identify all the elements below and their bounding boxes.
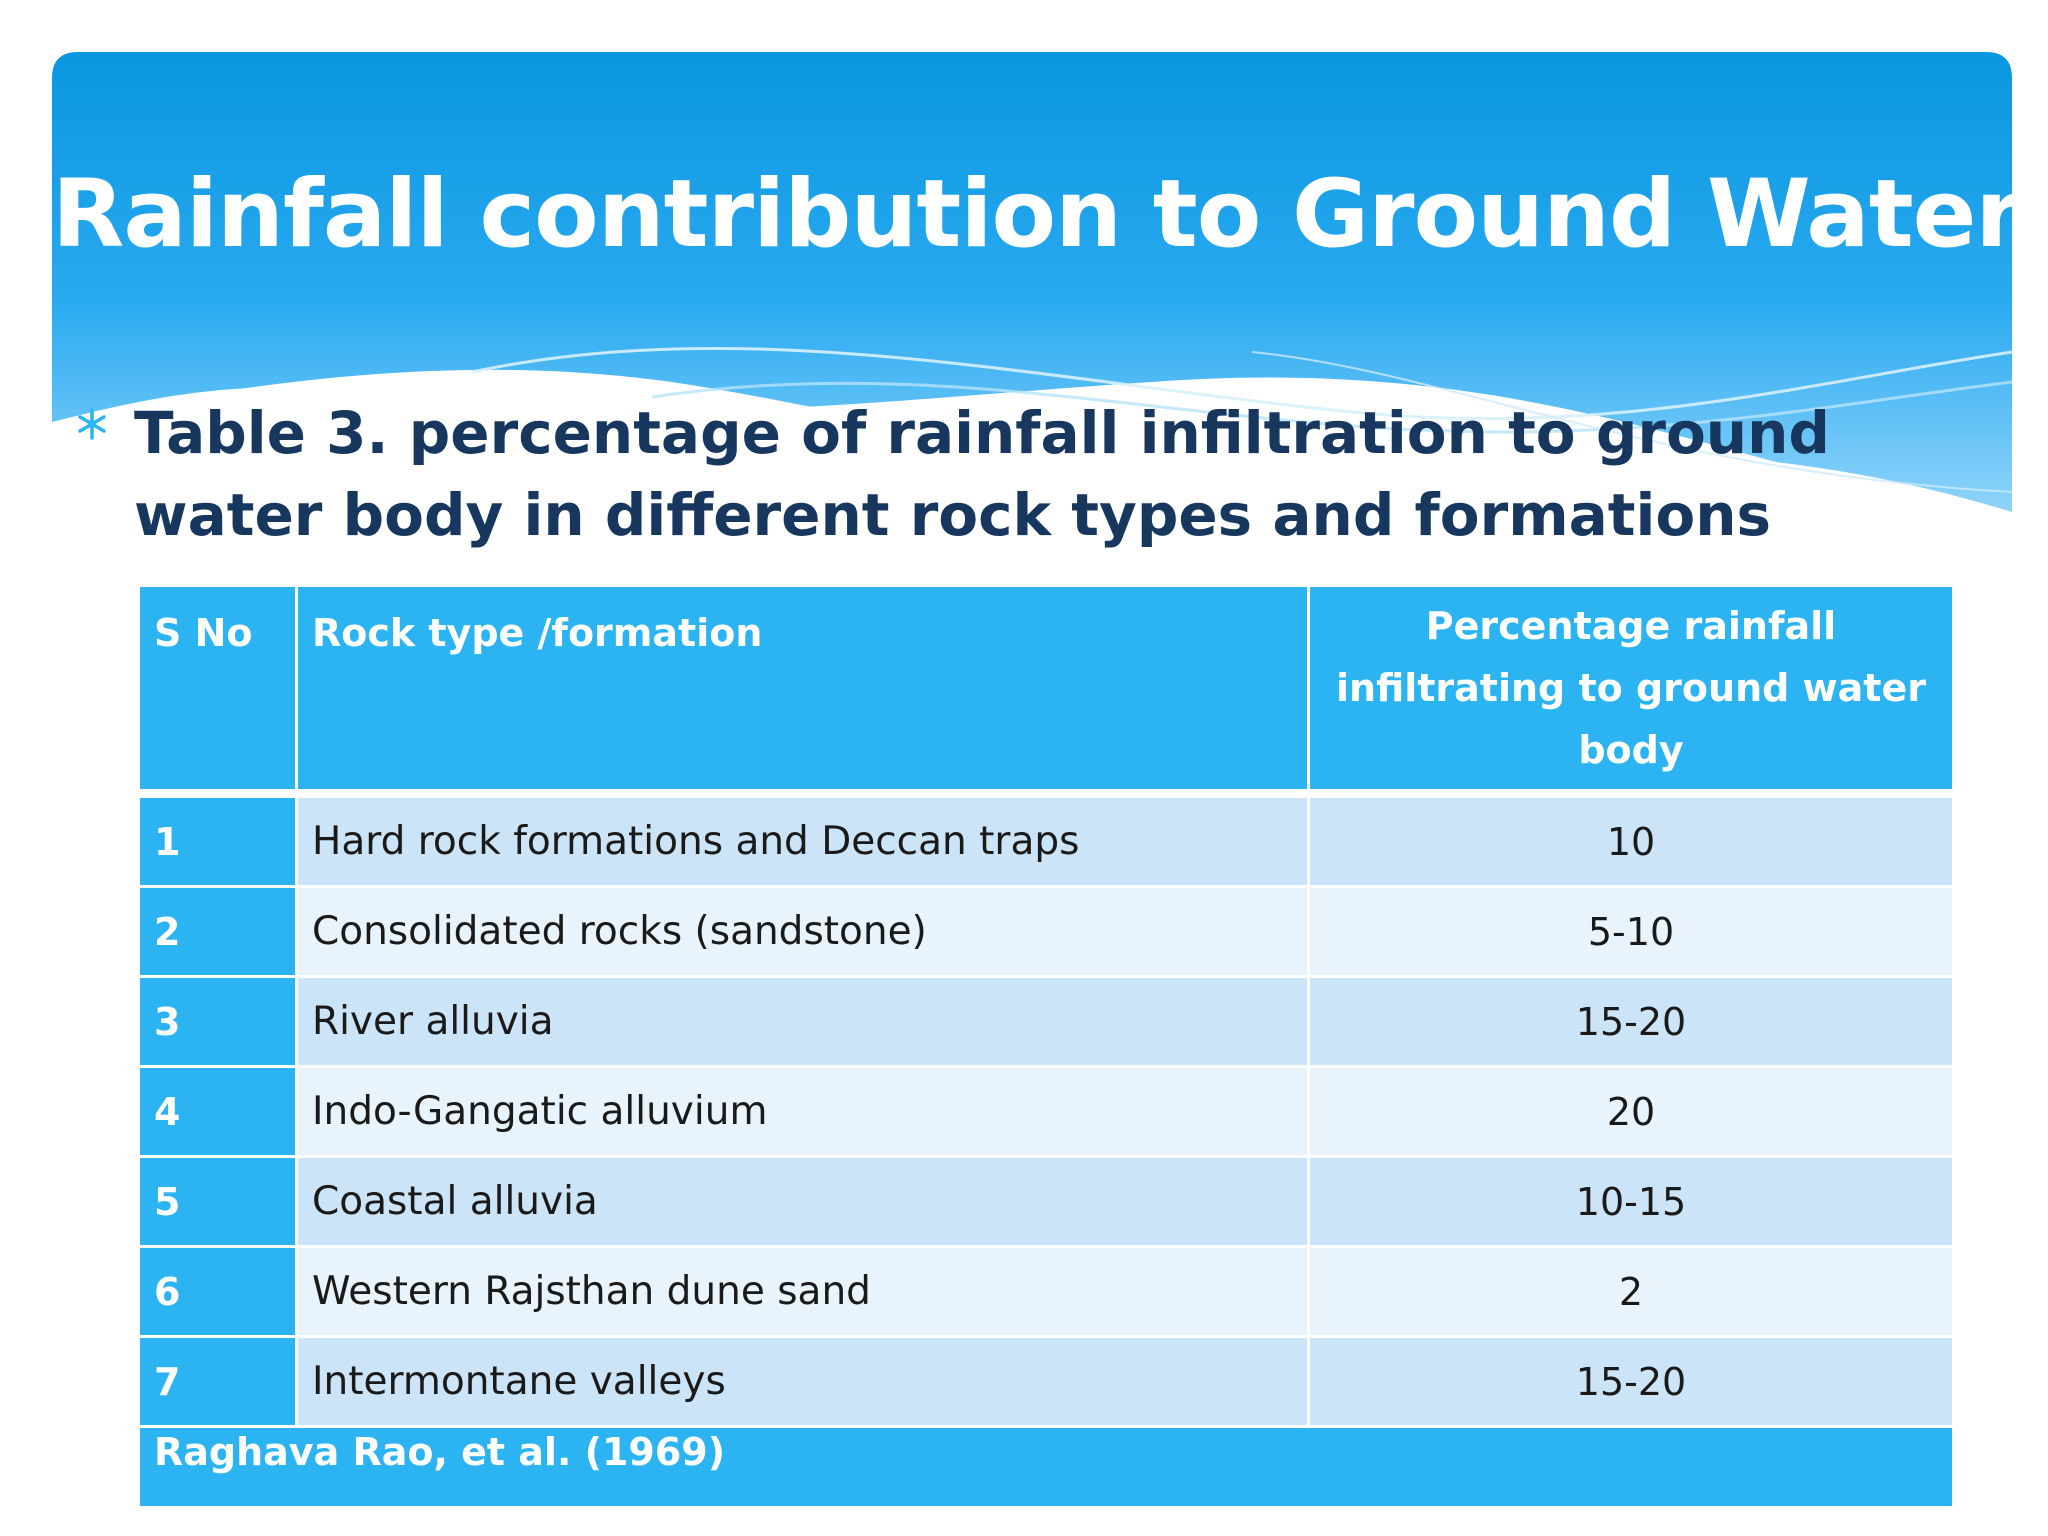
bullet-text: Table 3. percentage of rainfall infiltration to ground water body in different rock types and formations — [134, 399, 1830, 549]
cell-percentage: 15-20 — [1309, 1337, 1954, 1427]
header-percentage: Percentage rainfall infiltrating to ground water body — [1309, 586, 1954, 794]
cell-sno: 6 — [139, 1247, 297, 1337]
infiltration-table — [137, 584, 1955, 1509]
table-header-row — [139, 586, 1954, 794]
cell-percentage: 2 — [1309, 1247, 1954, 1337]
table-row — [139, 1337, 1954, 1427]
cell-sno: 3 — [139, 977, 297, 1067]
cell-percentage: 5-10 — [1309, 887, 1954, 977]
asterisk-icon — [74, 406, 110, 442]
slide-title: Rainfall contribution to Ground Water — [52, 160, 2021, 269]
cell-rock-type: Intermontane valleys — [297, 1337, 1309, 1427]
cell-rock-type: Indo-Gangatic alluvium — [297, 1067, 1309, 1157]
table-row — [139, 794, 1954, 887]
cell-rock-type: River alluvia — [297, 977, 1309, 1067]
cell-sno: 1 — [139, 794, 297, 887]
header-rock-type: Rock type /formation — [297, 586, 1309, 794]
cell-rock-type: Hard rock formations and Deccan traps — [297, 794, 1309, 887]
cell-percentage: 10-15 — [1309, 1157, 1954, 1247]
cell-rock-type: Western Rajsthan dune sand — [297, 1247, 1309, 1337]
cell-rock-type: Consolidated rocks (sandstone) — [297, 887, 1309, 977]
cell-sno: 7 — [139, 1337, 297, 1427]
header-sno: S No — [139, 586, 297, 794]
cell-sno: 2 — [139, 887, 297, 977]
table-row — [139, 1157, 1954, 1247]
cell-percentage: 15-20 — [1309, 977, 1954, 1067]
cell-rock-type: Coastal alluvia — [297, 1157, 1309, 1247]
table-source-citation: Raghava Rao, et al. (1969) — [139, 1427, 1954, 1508]
table-row — [139, 1067, 1954, 1157]
cell-percentage: 10 — [1309, 794, 1954, 887]
table-footer-row — [139, 1427, 1954, 1508]
table-row — [139, 1247, 1954, 1337]
table-row — [139, 977, 1954, 1067]
cell-percentage: 20 — [1309, 1067, 1954, 1157]
table-row — [139, 887, 1954, 977]
cell-sno: 4 — [139, 1067, 297, 1157]
cell-sno: 5 — [139, 1157, 297, 1247]
